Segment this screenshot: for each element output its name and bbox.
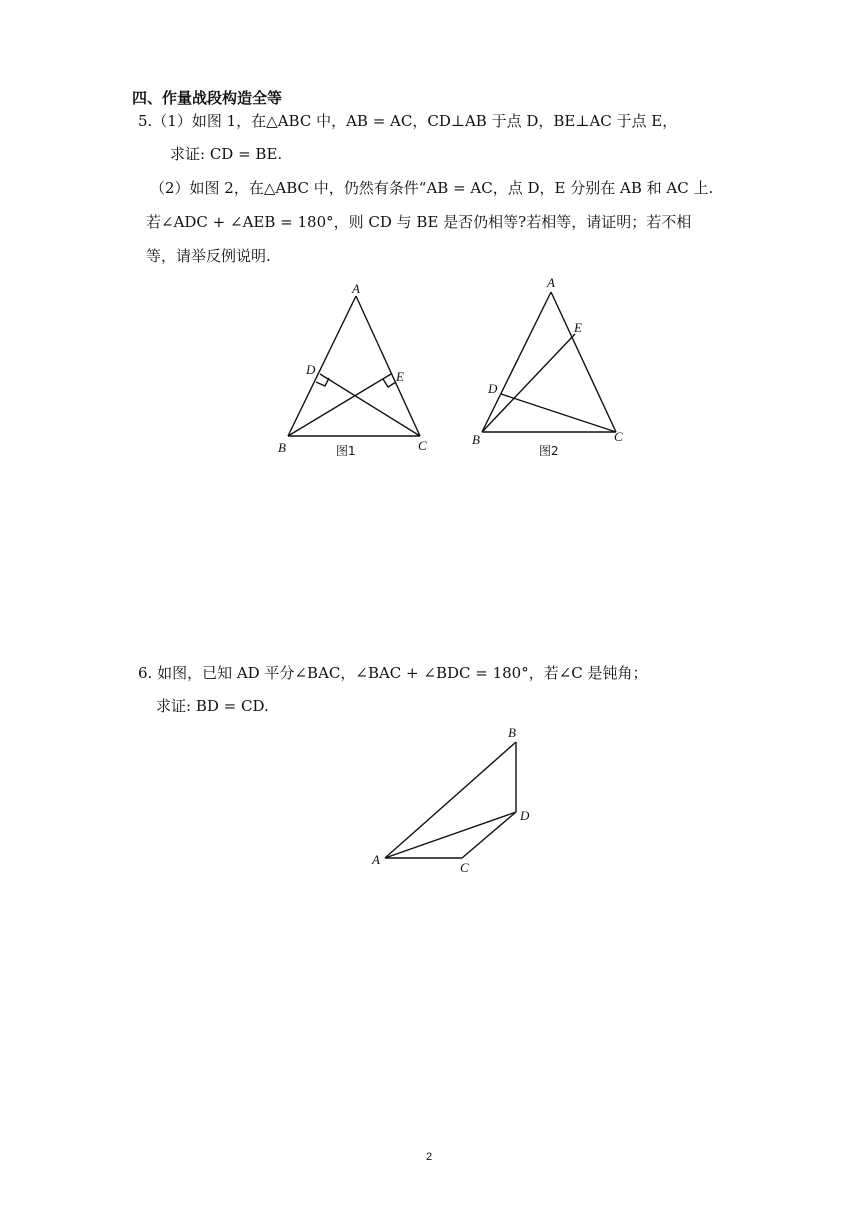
problem5-part1-statement: 5.（1）如图 1，在△ABC 中，AB = AC，CD⊥AB 于点 D，BE⊥AC 于点 E，: [138, 112, 678, 130]
problem5-part2-condition: 若∠ADC + ∠AEB = 180°，则 CD 与 BE 是否仍相等?若相等，请证明；若不相: [146, 213, 692, 231]
section-heading: 四、作量战段构造全等: [132, 89, 283, 107]
label-a: A: [352, 281, 360, 296]
segment-ab: [385, 742, 516, 858]
label-d: D: [306, 362, 316, 377]
segment-dc: [462, 812, 516, 858]
segment-ad: [385, 812, 516, 858]
label-c: C: [418, 438, 427, 453]
problem5-prove-statement: 求证: CD = BE.: [170, 145, 283, 163]
label-a: A: [547, 275, 555, 290]
label-c: C: [614, 429, 623, 444]
segment-ac: [551, 292, 616, 432]
page-number: 2: [426, 1151, 433, 1163]
figure-1: [270, 278, 440, 467]
label-d: D: [520, 808, 530, 823]
segment-cd: [501, 394, 616, 432]
figure-2-caption: 图2: [539, 444, 559, 458]
label-b: B: [472, 432, 480, 447]
label-b: B: [278, 440, 286, 455]
problem5-part2-statement: （2）如图 2，在△ABC 中，仍然有条件“AB = AC，点 D，E 分别在 AB 和 AC 上.: [150, 179, 714, 197]
segment-cd: [320, 374, 420, 436]
figure-1-caption: 图1: [336, 444, 356, 458]
problem6-statement: 6. 如图，已知 AD 平分∠BAC，∠BAC + ∠BDC = 180°，若∠C 是钝角；: [138, 664, 648, 682]
label-c: C: [460, 860, 469, 875]
figure-2: [466, 272, 636, 466]
label-d: D: [488, 381, 498, 396]
label-e: E: [574, 320, 582, 335]
label-b: B: [508, 725, 516, 740]
segment-ac: [356, 296, 420, 436]
segment-ab: [482, 292, 551, 432]
problem6-prove-statement: 求证: BD = CD.: [156, 697, 269, 715]
label-e: E: [396, 369, 404, 384]
right-angle-mark-d: [316, 378, 329, 386]
figure-3: [366, 722, 546, 886]
problem5-part2-tail: 等，请举反例说明.: [146, 247, 271, 265]
label-a: A: [372, 852, 380, 867]
